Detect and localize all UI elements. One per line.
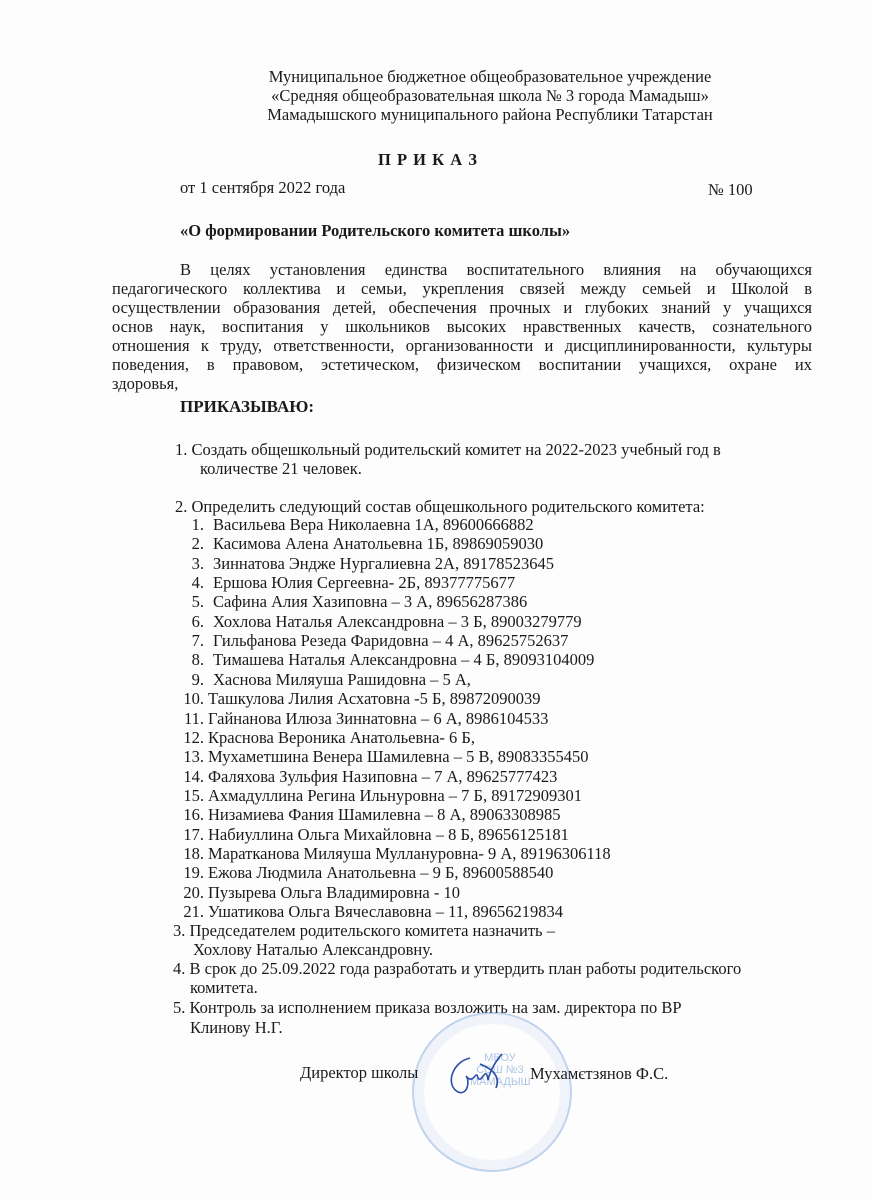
member-item bbox=[180, 844, 611, 863]
member-item bbox=[180, 631, 568, 650]
preamble-line: В целях установления единства воспитательного влияния на обучающихся bbox=[180, 260, 812, 279]
signature-position: Директор школы bbox=[300, 1063, 419, 1082]
item-4-cont: комитета. bbox=[190, 978, 258, 997]
member-text: Касимова Алена Анатольевна 1Б, 89869059030 bbox=[213, 534, 544, 554]
member-number: 3. bbox=[191, 553, 204, 573]
member-text: Гильфанова Резеда Фаридовна – 4 А, 89625752637 bbox=[213, 631, 569, 651]
member-number: 7. bbox=[191, 631, 204, 651]
member-number: 2. bbox=[191, 534, 204, 554]
member-item bbox=[180, 863, 553, 882]
org-line-1: Муниципальное бюджетное общеобразовательное учреждение bbox=[268, 67, 712, 86]
preamble-line: основ наук, воспитания у школьников высоких нравственных качеств, сознательного bbox=[112, 317, 812, 336]
member-item bbox=[180, 515, 534, 534]
member-item bbox=[180, 805, 560, 824]
preamble-line: отношения к труду, ответственности, организованности и дисциплинированности, культуры bbox=[112, 336, 812, 355]
stamp-line: СОШ №3 bbox=[476, 1064, 524, 1076]
member-item bbox=[180, 612, 582, 631]
member-item bbox=[180, 902, 563, 921]
preamble-line: осуществлении образования детей, обеспечения прочных и глубоких знаний у учащихся bbox=[112, 298, 812, 317]
preamble-line: здоровья, bbox=[112, 374, 179, 393]
member-text: Набиуллина Ольга Михайловна – 8 Б, 89656125181 bbox=[208, 824, 569, 844]
member-text: Ахмадуллина Регина Ильнуровна – 7 Б, 89172909301 bbox=[208, 785, 583, 805]
item-4: 4. В срок до 25.09.2022 года разработать и утвердить план работы родительского bbox=[173, 959, 742, 978]
member-text: Тимашева Наталья Александровна – 4 Б, 89093104009 bbox=[213, 650, 595, 670]
member-item bbox=[180, 670, 471, 689]
member-text: Маратканова Миляуша Муллануровна- 9 А, 89196306118 bbox=[208, 843, 611, 863]
member-number: 8. bbox=[191, 650, 204, 670]
member-number: 9. bbox=[191, 669, 204, 689]
member-number: 21. bbox=[183, 902, 204, 921]
member-number: 12. bbox=[183, 727, 204, 747]
item-2: 2. Определить следующий состав общешкольного родительского комитета: bbox=[175, 497, 705, 516]
member-number: 19. bbox=[183, 863, 204, 883]
item-1-cont: количестве 21 человек. bbox=[200, 459, 362, 478]
member-text: Фаляхова Зульфия Назиповна – 7 А, 89625777423 bbox=[208, 766, 558, 786]
member-text: Хохлова Наталья Александровна – 3 Б, 89003279779 bbox=[213, 611, 582, 631]
member-number: 20. bbox=[183, 882, 204, 902]
item-3: 3. Председателем родительского комитета назначить – bbox=[173, 921, 555, 940]
member-item bbox=[180, 573, 515, 592]
member-number: 11. bbox=[183, 708, 204, 728]
member-item bbox=[180, 709, 548, 728]
member-number: 17. bbox=[183, 824, 204, 844]
member-number: 1. bbox=[191, 515, 204, 534]
member-text: Мухаметшина Венера Шамилевна – 5 В, 89083355450 bbox=[208, 747, 589, 767]
doc-date: от 1 сентября 2022 года bbox=[180, 178, 346, 197]
stamp-line: МАМАДЫШ bbox=[470, 1076, 531, 1088]
member-text: Зиннатова Эндже Нургалиевна 2А, 89178523645 bbox=[213, 553, 554, 573]
member-item bbox=[180, 786, 582, 805]
member-item bbox=[180, 767, 557, 786]
member-text: Ташкулова Лилия Асхатовна -5 Б, 89872090039 bbox=[208, 689, 541, 709]
preamble-line: педагогического коллектива и семьи, укрепления связей между семьей и Школой в bbox=[112, 279, 812, 298]
doc-title: «О формировании Родительского комитета школы» bbox=[180, 221, 571, 240]
member-item bbox=[180, 534, 543, 553]
member-text: Васильева Вера Николаевна 1А, 89600666882 bbox=[213, 515, 534, 534]
member-text: Низамиева Фания Шамилевна – 8 А, 89063308985 bbox=[208, 805, 561, 825]
member-number: 15. bbox=[183, 785, 204, 805]
item-5: 5. Контроль за исполнением приказа возложить на зам. директора по ВР bbox=[173, 998, 682, 1017]
org-line-3: Мамадышского муниципального района Республики Татарстан bbox=[267, 105, 713, 124]
member-text: Ежова Людмила Анатольевна – 9 Б, 89600588540 bbox=[208, 863, 554, 883]
doc-type: П Р И К А З bbox=[378, 150, 478, 169]
member-number: 16. bbox=[183, 805, 204, 825]
member-item bbox=[180, 689, 541, 708]
member-number: 18. bbox=[183, 843, 204, 863]
member-text: Краснова Вероника Анатольевна- 6 Б, bbox=[208, 727, 475, 747]
member-number: 6. bbox=[191, 611, 204, 631]
member-item bbox=[180, 592, 527, 611]
preamble-line: поведения, в правовом, эстетическом, физическом воспитании учащихся, охране их bbox=[112, 355, 812, 374]
stamp-line: МБОУ bbox=[484, 1052, 516, 1064]
member-item bbox=[180, 650, 594, 669]
member-text: Ершова Юлия Сергеевна- 2Б, 89377775677 bbox=[213, 573, 516, 593]
member-number: 4. bbox=[191, 573, 204, 593]
member-text: Пузырева Ольга Владимировна - 10 bbox=[208, 882, 461, 902]
member-text: Гайнанова Илюза Зиннатовна – 6 А, 8986104533 bbox=[208, 708, 549, 728]
member-text: Хаснова Миляуша Рашидовна – 5 А, bbox=[213, 669, 471, 689]
member-item bbox=[180, 728, 475, 747]
order-word: ПРИКАЗЫВАЮ: bbox=[180, 397, 315, 416]
member-number: 5. bbox=[191, 592, 204, 612]
signature-name: Мухамєтзянов Ф.С. bbox=[530, 1064, 669, 1083]
org-line-2: «Средняя общеобразовательная школа № 3 города Мамадыш» bbox=[271, 86, 709, 105]
member-number: 13. bbox=[183, 747, 204, 767]
member-item bbox=[180, 883, 460, 902]
member-item bbox=[180, 825, 569, 844]
member-number: 10. bbox=[183, 689, 204, 709]
member-item bbox=[180, 554, 554, 573]
item-1: 1. Создать общешкольный родительский комитет на 2022-2023 учебный год в bbox=[175, 440, 721, 459]
handwritten-signature bbox=[440, 1050, 520, 1100]
doc-number: № 100 bbox=[708, 180, 753, 199]
member-item bbox=[180, 747, 588, 766]
member-text: Ушатикова Ольга Вячеславовна – 11, 89656219834 bbox=[208, 902, 563, 921]
item-3-cont: Хохлову Наталью Александровну. bbox=[193, 940, 433, 959]
member-text: Сафина Алия Хазиповна – 3 А, 89656287386 bbox=[213, 592, 528, 612]
member-number: 14. bbox=[183, 766, 204, 786]
item-5-cont: Клинову Н.Г. bbox=[190, 1018, 283, 1037]
